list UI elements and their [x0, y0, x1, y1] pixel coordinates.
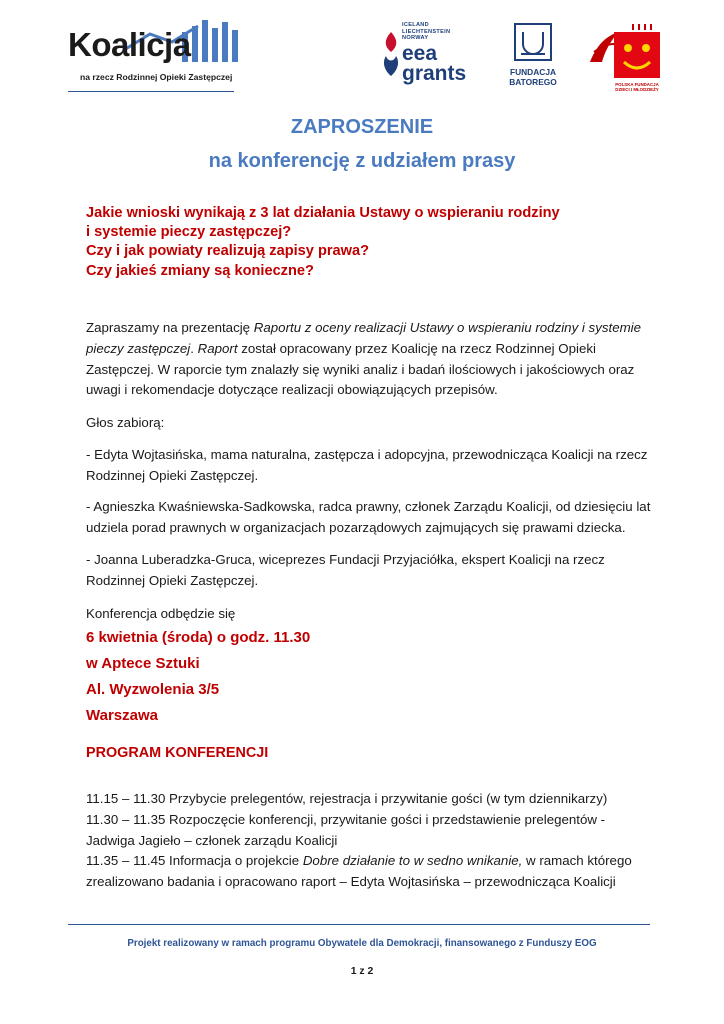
- venue-date: 6 kwietnia (środa) o godz. 11.30: [86, 629, 311, 646]
- koalicja-wordmark: Koalicja: [68, 26, 191, 63]
- page-number: 1 z 2: [350, 966, 374, 977]
- key-questions: [86, 204, 646, 281]
- pfdm-logo: [588, 22, 664, 92]
- program-item: 11.15 – 11.30 Przybycie prelegentów, rejestracja i przywitanie gości (w tym dziennikarzy): [86, 791, 608, 806]
- fundacja-batorego-logo: [502, 22, 564, 90]
- venue-place: w Aptece Sztuki: [86, 655, 200, 672]
- question-line: Jakie wnioski wynikają z 3 lat działania Ustawy o wspieraniu rodziny: [86, 205, 560, 221]
- program-item: 11.35 – 11.45 Informacja o projekcie Dobre działanie to w sedno wnikanie, w ramach którego: [86, 853, 632, 869]
- header-logos: [68, 18, 664, 92]
- koalicja-logo: [68, 18, 240, 92]
- question-line: Czy i jak powiaty realizują zapisy prawa?: [86, 243, 370, 260]
- pfdm-wordmark: POLSKA FUNDACJA DZIECI I MŁODZIEŻY: [615, 82, 659, 92]
- eea-wordmark: eea grants: [402, 42, 467, 85]
- speakers-heading: Głos zabiorą:: [86, 415, 165, 430]
- batory-wordmark: FUNDACJA BATOREGO: [509, 67, 557, 87]
- eea-flame-icon: [380, 30, 402, 78]
- invitation-title: ZAPROSZENIE: [290, 116, 434, 138]
- eea-grants-logo: [380, 22, 480, 88]
- venue-details: [86, 625, 646, 729]
- speaker-item: - Joanna Luberadzka-Gruca, wiceprezes Fundacji Przyjaciółka, ekspert Koalicji na rzecz Rodzinnej Opieki Zastępczej.: [86, 552, 605, 588]
- footer-funding-note: Projekt realizowany w ramach programu Obywatele dla Demokracji, finansowanego z Funduszy EOG: [127, 938, 597, 949]
- eea-countries: ICELAND LIECHTENSTEIN NORWAY: [402, 22, 451, 42]
- pfdm-emblem-icon: [588, 22, 664, 80]
- program-item-continued: zrealizowano badania i opracowano raport – Edyta Wojtasińska – przewodnicząca Koalicji: [86, 874, 616, 890]
- venue-city: Warszawa: [86, 707, 158, 724]
- conference-intro: Konferencja odbędzie się: [86, 606, 236, 621]
- speaker-item: - Agnieszka Kwaśniewska-Sadkowska, radca prawny, członek Zarządu Koalicji, od dziesięciu lat udziela porad prawnych w organizacjach pozarządowych zajmujących się prawami dziecka.: [86, 499, 651, 535]
- speaker-item: - Edyta Wojtasińska, mama naturalna, zastępcza i adopcyjna, przewodnicząca Koalicji na rzecz Rodzinnej Opieki Zastępczej.: [86, 447, 648, 483]
- venue-address: Al. Wyzwolenia 3/5: [86, 681, 220, 698]
- invitation-subtitle: na konferencję z udziałem prasy: [208, 150, 516, 172]
- header-divider: [68, 91, 234, 92]
- question-line: Czy jakieś zmiany są konieczne?: [86, 262, 314, 279]
- footer-divider: [68, 924, 650, 925]
- intro-paragraph: Zapraszamy na prezentację Raportu z oceny realizacji Ustawy o wspieraniu rodziny i systemie pieczy zastępczej. Raport został opracowany przez Koalicję na rzecz Rodzinnej Opieki Zastępczej. W raporcie tym znalazły się wyniki analiz i badań ilościowych i jakościowych oraz uwagi i rekomendacje dotyczące realizacji obowiązujących przepisów.: [86, 320, 642, 398]
- question-line: i systemie pieczy zastępczej?: [86, 224, 292, 241]
- report-title: Raportu z oceny realizacji Ustawy o wspieraniu rodziny i systemie: [253, 320, 642, 335]
- program-heading: PROGRAM KONFERENCJI: [86, 745, 269, 761]
- koalicja-tagline: na rzecz Rodzinnej Opieki Zastępczej: [80, 72, 233, 82]
- program-item-continued: Jadwiga Jagieło – członek zarządu Koalicji: [86, 832, 338, 848]
- program-list: [86, 789, 646, 893]
- batory-emblem-icon: [513, 22, 553, 62]
- project-title: Dobre działanie to w sedno wnikanie,: [302, 853, 523, 869]
- program-item: 11.30 – 11.35 Rozpoczęcie konferencji, przywitanie gości i przedstawienie prelegentów -: [86, 811, 606, 827]
